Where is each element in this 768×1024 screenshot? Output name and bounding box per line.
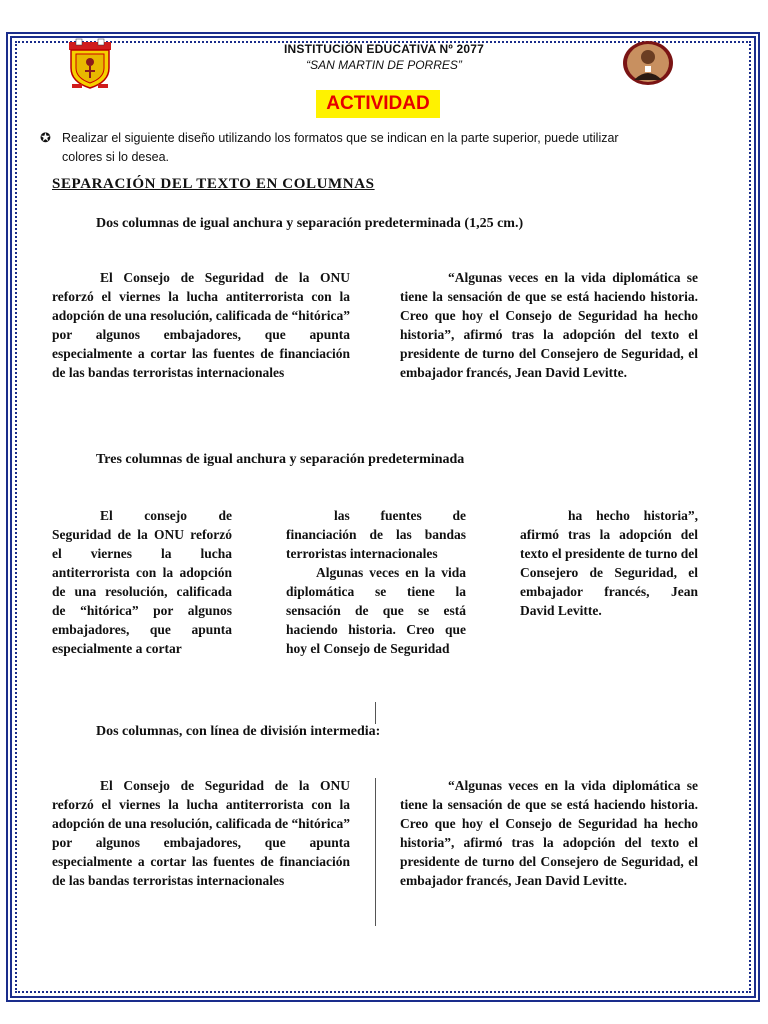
institution-name: INSTITUCIÓN EDUCATIVA Nº 2077	[284, 42, 484, 56]
section2-col2a-text: las fuentes de financiación de las bandas terroristas internacionales	[286, 508, 466, 561]
section2-column-2	[286, 506, 466, 658]
section2-col3-text: ha hecho historia”, afirmó tras la adopción del texto el presidente de turno del Consejero de Seguridad, el embajador francés, Jean David Levitte.	[520, 508, 698, 618]
section1-col1-text: El Consejo de Seguridad de la ONU reforzó el viernes la lucha antiterrorista con la adopción de una resolución, calificada de “hitórica” por algunos embajadores, que apunta especialmente a cortar las fuentes de financiación de las bandas terroristas internacionales	[52, 270, 350, 380]
section3-column-2	[400, 776, 698, 890]
column-divider-top	[375, 702, 376, 724]
star-bullet-icon: ✪	[40, 130, 51, 145]
section1-subtitle: Dos columnas de igual anchura y separación predeterminada (1,25 cm.)	[96, 216, 524, 231]
instruction-line-2: colores si lo desea.	[62, 150, 170, 164]
section2-col1-text: El consejo de Seguridad de la ONU reforzó el viernes la lucha antiterrorista con la adopción de una resolución, calificada de “hitórica” por algunos embajadores, que apunta especialmente a cortar	[52, 508, 232, 656]
column-divider-line	[375, 778, 376, 926]
instruction	[40, 128, 720, 167]
school-name: “SAN MARTIN DE PORRES”	[306, 58, 462, 72]
section3-col2-text: “Algunas veces en la vida diplomática se tiene la sensación de que se está haciendo historia. Creo que hoy el Consejo de Seguridad ha hecho historia”, afirmó tras la adopción del texto el presidente de turno del Consejero de Seguridad, el embajador francés, Jean David Levitte.	[400, 778, 698, 888]
section2-col2b-text: Algunas veces en la vida diplomática se tiene la sensación de que se está haciendo historia. Creo que hoy el Consejo de Seguridad	[286, 565, 466, 656]
section1-column-1	[52, 268, 350, 382]
section3-col1-text: El Consejo de Seguridad de la ONU reforzó el viernes la lucha antiterrorista con la adopción de una resolución, calificada de “hitórica” por algunos embajadores, que apunta especialmente a cortar las fuentes de financiación de las bandas terroristas internacionales	[52, 778, 350, 888]
section3-subtitle: Dos columnas, con línea de división intermedia:	[96, 724, 381, 739]
section2-column-1	[52, 506, 232, 658]
header	[0, 42, 768, 72]
instruction-line-1: Realizar el siguiente diseño utilizando los formatos que se indican en la parte superior, puede utilizar	[62, 131, 619, 145]
activity-title: ACTIVIDAD	[316, 90, 440, 118]
section1-col2-text: “Algunas veces en la vida diplomática se tiene la sensación de que se está haciendo historia. Creo que hoy el Consejo de Seguridad ha hecho historia”, afirmó tras la adopción del texto el presidente de turno del Consejero de Seguridad, el embajador francés, Jean David Levitte.	[400, 270, 698, 380]
section2-column-3	[520, 506, 698, 620]
section2-subtitle: Tres columnas de igual anchura y separación predeterminada	[96, 452, 465, 467]
section3-column-1	[52, 776, 350, 890]
section-title: SEPARACIÓN DEL TEXTO EN COLUMNAS	[52, 176, 375, 192]
section1-column-2	[400, 268, 698, 382]
